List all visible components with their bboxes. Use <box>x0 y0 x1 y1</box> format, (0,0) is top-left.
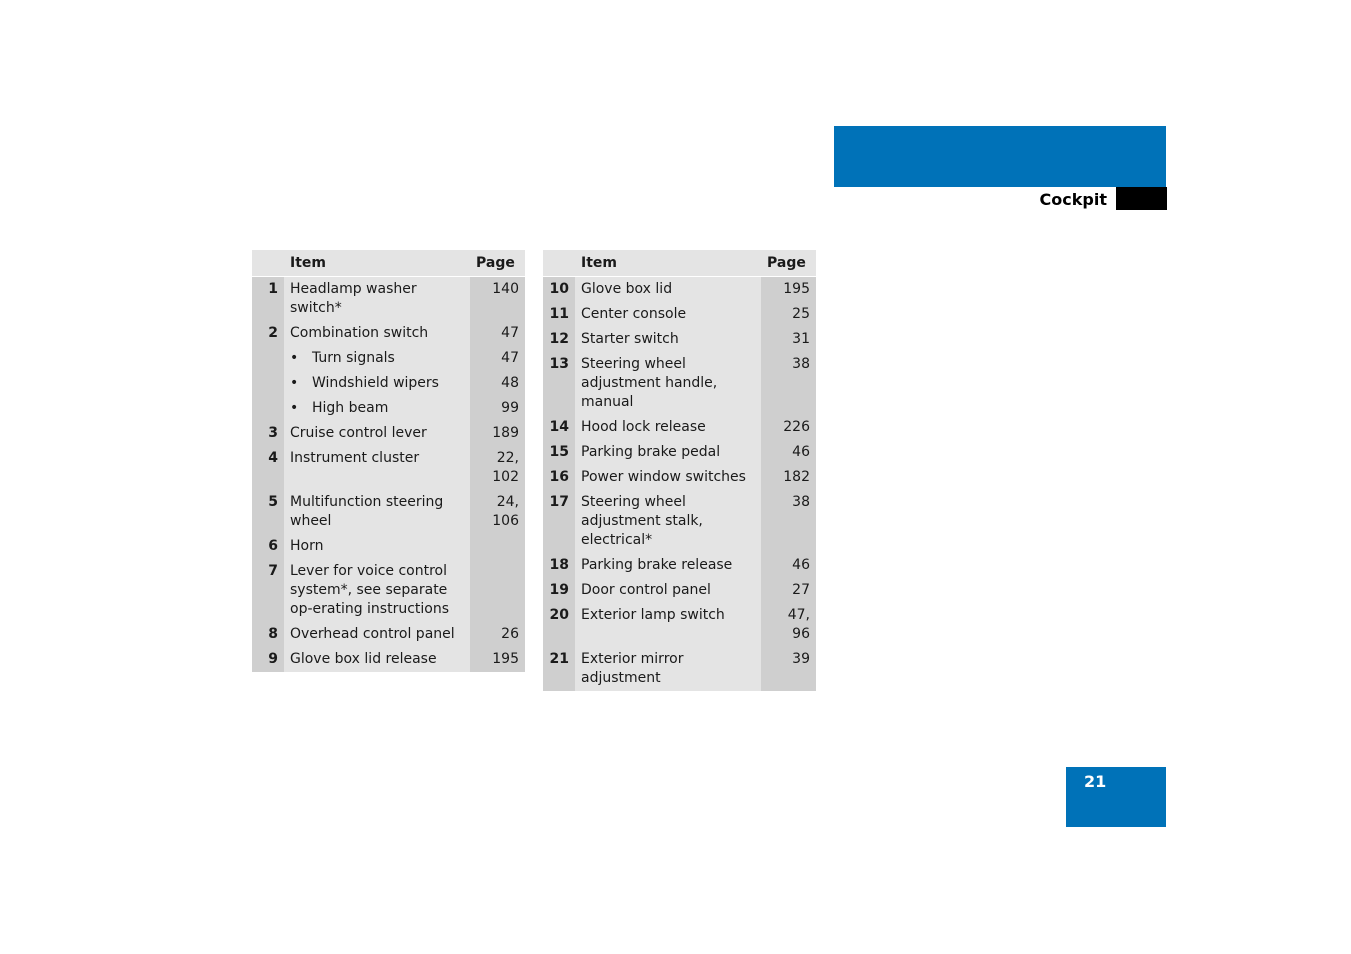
table-header-row <box>543 250 816 277</box>
item-number: 6 <box>252 534 284 559</box>
item-description-cell <box>575 553 761 578</box>
page-reference: 182 <box>761 465 816 490</box>
item-description-cell <box>575 440 761 465</box>
column-header-page: Page <box>470 250 525 277</box>
page-reference: 27 <box>761 578 816 603</box>
item-number: 10 <box>543 277 575 303</box>
page-reference: 189 <box>470 421 525 446</box>
page-reference: 46 <box>761 553 816 578</box>
item-description-cell <box>284 622 470 647</box>
table-row <box>252 534 525 559</box>
item-description-cell <box>575 465 761 490</box>
item-number: 14 <box>543 415 575 440</box>
page-reference: 47 <box>470 346 525 371</box>
item-description-cell <box>575 647 761 691</box>
table-header-row <box>252 250 525 277</box>
item-number: 17 <box>543 490 575 553</box>
item-number: 1 <box>252 277 284 322</box>
item-description-cell <box>284 321 470 346</box>
item-description-cell <box>284 647 470 672</box>
item-number <box>252 396 284 421</box>
item-description: Parking brake release <box>581 557 733 573</box>
item-description: Overhead control panel <box>290 626 455 642</box>
item-description: Center console <box>581 306 687 322</box>
column-header-number <box>543 250 575 277</box>
table-row <box>543 465 816 490</box>
item-description: Turn signals <box>312 350 395 366</box>
page-reference: 99 <box>470 396 525 421</box>
page-reference: 22, 102 <box>470 446 525 490</box>
item-number: 15 <box>543 440 575 465</box>
table-row <box>252 396 525 421</box>
page-reference: 38 <box>761 352 816 415</box>
item-description-cell <box>284 446 470 490</box>
item-number: 4 <box>252 446 284 490</box>
cockpit-items-table-left <box>252 250 525 672</box>
item-number <box>252 346 284 371</box>
table-row <box>543 302 816 327</box>
item-description-cell <box>284 277 470 322</box>
item-number: 9 <box>252 647 284 672</box>
table-row <box>543 490 816 553</box>
section-tab-marker <box>1116 187 1167 210</box>
item-description-cell <box>284 396 470 421</box>
page-reference: 46 <box>761 440 816 465</box>
item-number: 16 <box>543 465 575 490</box>
page-reference: 48 <box>470 371 525 396</box>
item-number: 8 <box>252 622 284 647</box>
item-description: Multifunction steering wheel <box>290 494 444 529</box>
page-reference: 25 <box>761 302 816 327</box>
item-description-cell <box>575 603 761 647</box>
item-description: Exterior mirror adjustment <box>581 651 684 686</box>
table-row <box>543 415 816 440</box>
item-description-cell <box>284 371 470 396</box>
item-number: 13 <box>543 352 575 415</box>
item-description: High beam <box>312 400 389 416</box>
item-description-cell <box>284 559 470 622</box>
table-row <box>543 327 816 352</box>
item-description: Exterior lamp switch <box>581 607 725 623</box>
page-reference <box>470 559 525 622</box>
item-description-cell <box>284 421 470 446</box>
page-reference: 26 <box>470 622 525 647</box>
page-reference: 47 <box>470 321 525 346</box>
item-description: Cruise control lever <box>290 425 427 441</box>
table-row <box>252 559 525 622</box>
table-row <box>543 277 816 303</box>
section-title: At a glance <box>1181 158 1291 178</box>
header-band <box>834 126 1166 187</box>
column-header-number <box>252 250 284 277</box>
bullet-icon: • <box>290 350 299 366</box>
item-number: 5 <box>252 490 284 534</box>
item-number: 18 <box>543 553 575 578</box>
table-row <box>252 647 525 672</box>
column-header-item: Item <box>575 250 761 277</box>
item-number: 21 <box>543 647 575 691</box>
item-description: Hood lock release <box>581 419 706 435</box>
page-reference: 140 <box>470 277 525 322</box>
item-description-cell <box>284 490 470 534</box>
table-row <box>252 346 525 371</box>
page-reference: 38 <box>761 490 816 553</box>
table-row <box>543 647 816 691</box>
page-number: 21 <box>1084 772 1107 791</box>
table-row <box>543 352 816 415</box>
column-header-item: Item <box>284 250 470 277</box>
item-description: Combination switch <box>290 325 429 341</box>
table-row <box>543 578 816 603</box>
item-description: Horn <box>290 538 324 554</box>
item-description-cell <box>575 302 761 327</box>
item-description-cell <box>575 327 761 352</box>
table-row <box>252 622 525 647</box>
item-description: Lever for voice control system*, see separate op-erating instructions <box>290 563 450 617</box>
table-row <box>252 371 525 396</box>
item-description: Glove box lid <box>581 281 673 297</box>
item-description: Steering wheel adjustment handle, manual <box>581 356 718 410</box>
column-header-page: Page <box>761 250 816 277</box>
item-description-cell <box>575 415 761 440</box>
page-number-box <box>1066 767 1166 827</box>
item-number: 2 <box>252 321 284 346</box>
table-row <box>252 446 525 490</box>
table-row <box>252 277 525 322</box>
item-description: Glove box lid release <box>290 651 437 667</box>
item-description: Door control panel <box>581 582 711 598</box>
item-number: 19 <box>543 578 575 603</box>
page-reference: 195 <box>761 277 816 303</box>
item-description-cell <box>575 578 761 603</box>
subsection-title: Cockpit <box>1039 190 1107 209</box>
page-reference: 226 <box>761 415 816 440</box>
item-description-cell <box>284 346 470 371</box>
page-reference: 31 <box>761 327 816 352</box>
table-row <box>543 553 816 578</box>
item-number: 3 <box>252 421 284 446</box>
table-row <box>543 440 816 465</box>
item-description: Parking brake pedal <box>581 444 721 460</box>
item-number: 20 <box>543 603 575 647</box>
page-reference: 195 <box>470 647 525 672</box>
item-number: 11 <box>543 302 575 327</box>
item-description: Power window switches <box>581 469 746 485</box>
item-description-cell <box>575 490 761 553</box>
item-number <box>252 371 284 396</box>
item-description: Headlamp washer switch* <box>290 281 417 316</box>
page-reference <box>470 534 525 559</box>
page-reference: 39 <box>761 647 816 691</box>
item-description-cell <box>575 352 761 415</box>
bullet-icon: • <box>290 400 299 416</box>
table-row <box>252 490 525 534</box>
table-row <box>252 421 525 446</box>
page-reference: 47, 96 <box>761 603 816 647</box>
item-description-cell <box>575 277 761 303</box>
table-row <box>252 321 525 346</box>
item-number: 7 <box>252 559 284 622</box>
page-reference: 24, 106 <box>470 490 525 534</box>
item-description: Instrument cluster <box>290 450 420 466</box>
cockpit-items-table-right <box>543 250 816 691</box>
bullet-icon: • <box>290 375 299 391</box>
item-description: Steering wheel adjustment stalk, electrical* <box>581 494 703 548</box>
item-description-cell <box>284 534 470 559</box>
table-row <box>543 603 816 647</box>
item-description: Windshield wipers <box>312 375 439 391</box>
item-description: Starter switch <box>581 331 679 347</box>
item-number: 12 <box>543 327 575 352</box>
